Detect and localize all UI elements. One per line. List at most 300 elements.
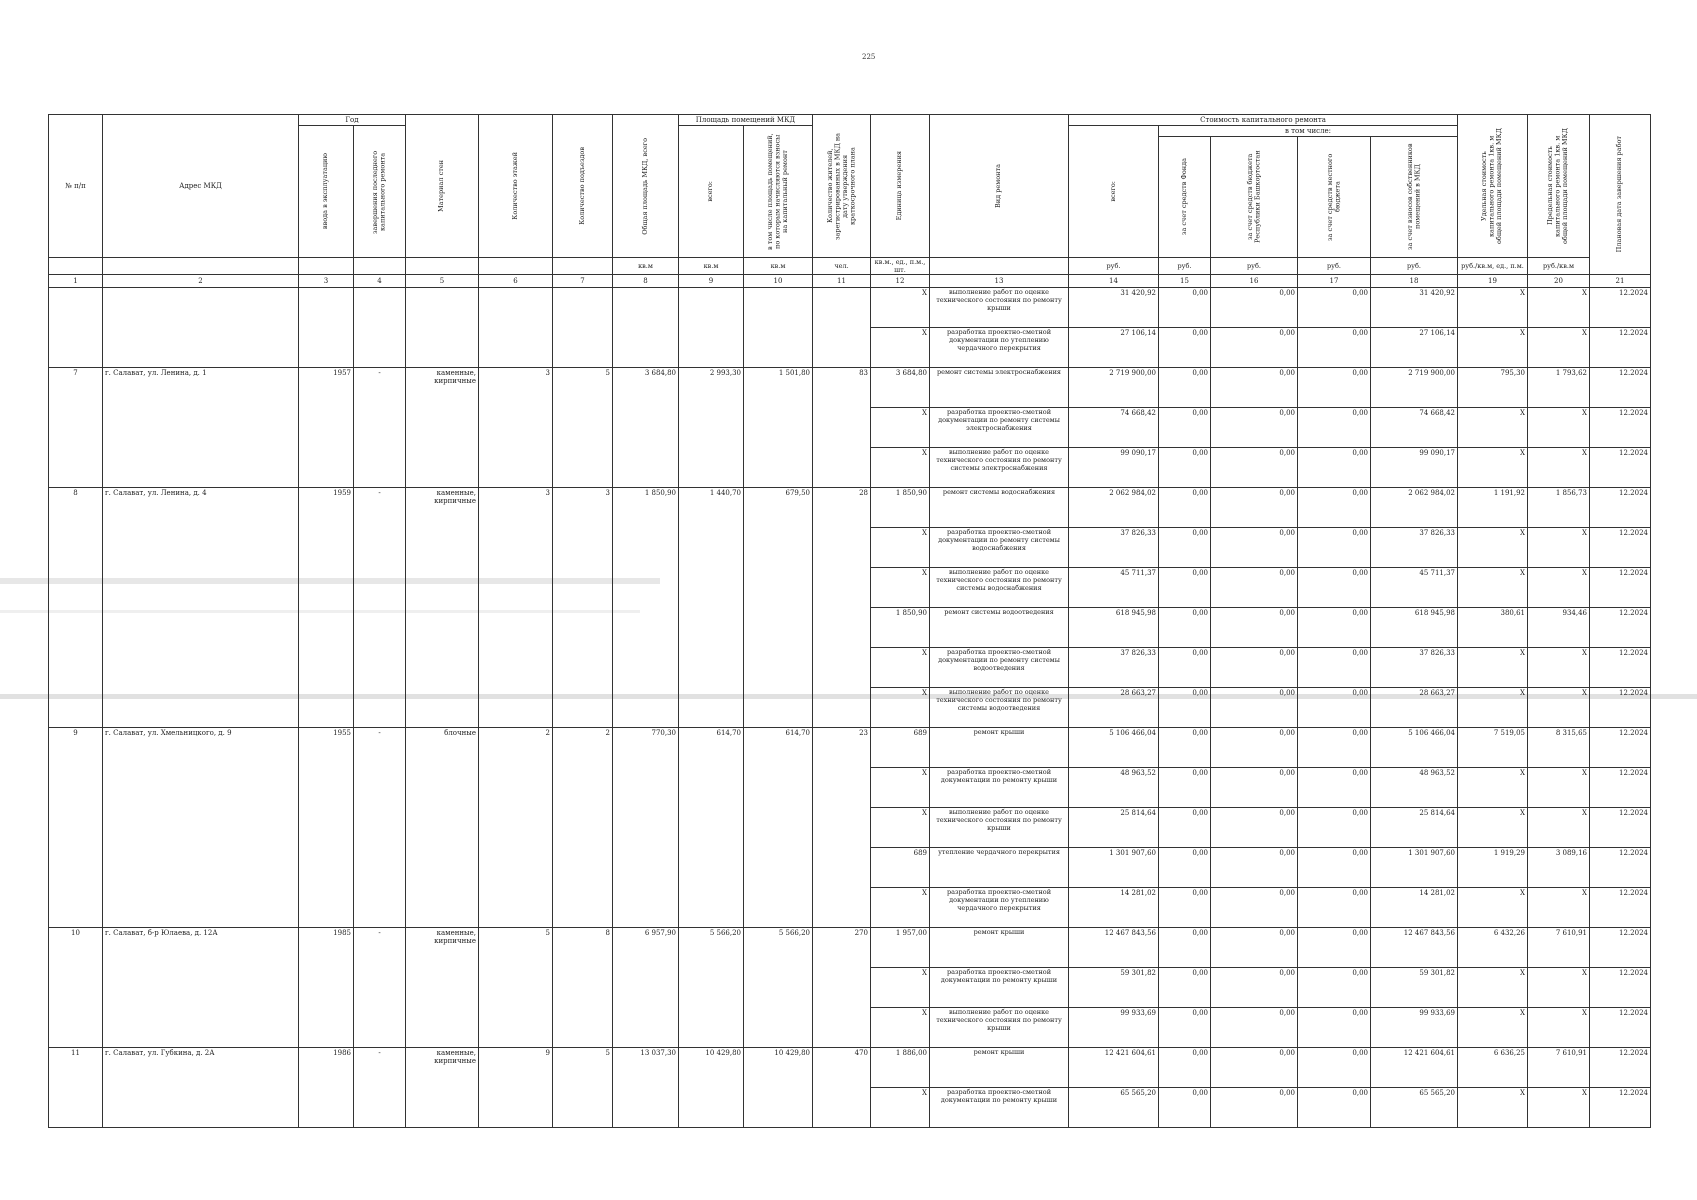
table-row (49, 488, 1651, 528)
cost-fund: 0,00 (1159, 688, 1211, 728)
unit-cost: X (1458, 528, 1528, 568)
entrance-count: 5 (553, 1048, 613, 1128)
year-built: 1986 (299, 1048, 354, 1128)
fee-area: 10 429,80 (744, 1048, 813, 1128)
max-unit-cost: X (1528, 568, 1590, 608)
cost-fund: 0,00 (1159, 1088, 1211, 1128)
cost-republic: 0,00 (1211, 768, 1298, 808)
unit-value: X (871, 288, 930, 328)
cost-total: 59 301,82 (1069, 968, 1159, 1008)
column-number: 4 (354, 275, 406, 288)
max-unit-cost: X (1528, 328, 1590, 368)
header-floors: Количество этажей (479, 115, 553, 258)
table-header (49, 115, 1651, 288)
unit-value: 1 957,00 (871, 928, 930, 968)
floor-count: 9 (479, 1048, 553, 1128)
column-number: 3 (299, 275, 354, 288)
resident-count: 270 (813, 928, 871, 1048)
cost-total: 1 301 907,60 (1069, 848, 1159, 888)
unit-cell: руб. (1069, 258, 1159, 275)
cost-local: 0,00 (1298, 768, 1371, 808)
plan-date: 12.2024 (1590, 968, 1651, 1008)
fee-area: 1 501,80 (744, 368, 813, 488)
unit-value: X (871, 688, 930, 728)
column-number: 6 (479, 275, 553, 288)
repair-type: выполнение работ по оценке технического состояния по ремонту крыши (930, 288, 1069, 328)
max-unit-cost: 7 610,91 (1528, 1048, 1590, 1088)
header-fund: за счет средств Фонда (1159, 137, 1211, 258)
plan-date: 12.2024 (1590, 1008, 1651, 1048)
header-year-built: ввода в эксплуатацию (299, 126, 354, 258)
cost-republic: 0,00 (1211, 848, 1298, 888)
header-area-fee: в том числе площадь помещений, по которым начисляются взносы на капитальный ремонт (744, 126, 813, 258)
cost-owners: 74 668,42 (1371, 408, 1458, 448)
premises-area: 2 993,30 (679, 368, 744, 488)
cost-republic: 0,00 (1211, 888, 1298, 928)
repair-type: ремонт системы водоснабжения (930, 488, 1069, 528)
cost-total: 12 421 604,61 (1069, 1048, 1159, 1088)
empty-cell (613, 288, 679, 368)
header-cost: Стоимость капитального ремонта (1069, 115, 1458, 126)
header-owners: за счет взносов собственников помещений в МКД (1371, 137, 1458, 258)
plan-date: 12.2024 (1590, 608, 1651, 648)
plan-date: 12.2024 (1590, 1048, 1651, 1088)
header-area-all: всего: (679, 126, 744, 258)
cost-republic: 0,00 (1211, 1048, 1298, 1088)
cost-owners: 12 467 843,56 (1371, 928, 1458, 968)
column-number: 11 (813, 275, 871, 288)
last-repair-year: - (354, 1048, 406, 1128)
empty-cell (354, 288, 406, 368)
cost-owners: 1 301 907,60 (1371, 848, 1458, 888)
empty-cell (553, 288, 613, 368)
repair-plan-table (48, 114, 1651, 1128)
premises-area: 10 429,80 (679, 1048, 744, 1128)
cost-owners: 27 106,14 (1371, 328, 1458, 368)
column-number: 19 (1458, 275, 1528, 288)
max-unit-cost: X (1528, 808, 1590, 848)
total-area: 13 037,30 (613, 1048, 679, 1128)
unit-cell: чел. (813, 258, 871, 275)
entrance-count: 2 (553, 728, 613, 928)
cost-total: 45 711,37 (1069, 568, 1159, 608)
premises-area: 5 566,20 (679, 928, 744, 1048)
cost-owners: 5 106 466,04 (1371, 728, 1458, 768)
cost-republic: 0,00 (1211, 808, 1298, 848)
empty-cell (479, 288, 553, 368)
unit-value: X (871, 968, 930, 1008)
cost-fund: 0,00 (1159, 488, 1211, 528)
unit-cost: X (1458, 288, 1528, 328)
total-area: 770,30 (613, 728, 679, 928)
unit-cost: X (1458, 408, 1528, 448)
cost-owners: 618 945,98 (1371, 608, 1458, 648)
cost-fund: 0,00 (1159, 408, 1211, 448)
empty-cell (744, 288, 813, 368)
cost-local: 0,00 (1298, 608, 1371, 648)
unit-cost: X (1458, 1088, 1528, 1128)
unit-cost: X (1458, 328, 1528, 368)
cost-local: 0,00 (1298, 728, 1371, 768)
cost-local: 0,00 (1298, 368, 1371, 408)
header-num: № п/п (49, 115, 103, 258)
cost-total: 48 963,52 (1069, 768, 1159, 808)
fee-area: 614,70 (744, 728, 813, 928)
cost-fund: 0,00 (1159, 448, 1211, 488)
repair-type: ремонт системы водоотведения (930, 608, 1069, 648)
cost-local: 0,00 (1298, 688, 1371, 728)
floor-count: 3 (479, 368, 553, 488)
cost-republic: 0,00 (1211, 368, 1298, 408)
unit-cost: X (1458, 808, 1528, 848)
year-built: 1985 (299, 928, 354, 1048)
column-number: 9 (679, 275, 744, 288)
unit-value: 1 850,90 (871, 488, 930, 528)
header-walls: Материал стен (406, 115, 479, 258)
cost-total: 618 945,98 (1069, 608, 1159, 648)
unit-cell: кв.м., ед., п.м., шт. (871, 258, 930, 275)
unit-value: X (871, 568, 930, 608)
cost-republic: 0,00 (1211, 568, 1298, 608)
unit-value: X (871, 808, 930, 848)
page-number: 225 (862, 53, 876, 61)
cost-owners: 31 420,92 (1371, 288, 1458, 328)
max-unit-cost: X (1528, 1088, 1590, 1128)
max-unit-cost: X (1528, 768, 1590, 808)
column-number: 5 (406, 275, 479, 288)
unit-cell: руб./кв.м (1528, 258, 1590, 275)
max-unit-cost: X (1528, 688, 1590, 728)
plan-date: 12.2024 (1590, 408, 1651, 448)
table-row (49, 368, 1651, 408)
cost-fund: 0,00 (1159, 1048, 1211, 1088)
cost-owners: 37 826,33 (1371, 648, 1458, 688)
empty-cell (103, 288, 299, 368)
max-unit-cost: 1 856,73 (1528, 488, 1590, 528)
cost-total: 31 420,92 (1069, 288, 1159, 328)
max-unit-cost: 3 089,16 (1528, 848, 1590, 888)
max-unit-cost: X (1528, 888, 1590, 928)
cost-owners: 28 663,27 (1371, 688, 1458, 728)
cost-local: 0,00 (1298, 1088, 1371, 1128)
plan-date: 12.2024 (1590, 1088, 1651, 1128)
house-address: г. Салават, ул. Ленина, д. 4 (103, 488, 299, 728)
wall-material: каменные, кирпичные (406, 1048, 479, 1128)
empty-cell (813, 288, 871, 368)
last-repair-year: - (354, 368, 406, 488)
cost-fund: 0,00 (1159, 888, 1211, 928)
cost-owners: 37 826,33 (1371, 528, 1458, 568)
cost-republic: 0,00 (1211, 928, 1298, 968)
table-row (49, 1048, 1651, 1088)
unit-value: X (871, 648, 930, 688)
repair-type: разработка проектно-сметной документации по ремонту крыши (930, 968, 1069, 1008)
cost-fund: 0,00 (1159, 768, 1211, 808)
max-unit-cost: 7 610,91 (1528, 928, 1590, 968)
cost-total: 99 933,69 (1069, 1008, 1159, 1048)
empty-cell (299, 288, 354, 368)
unit-value: X (871, 888, 930, 928)
column-number: 18 (1371, 275, 1458, 288)
header-address: Адрес МКД (103, 115, 299, 258)
repair-type: выполнение работ по оценке технического состояния по ремонту системы водоотведения (930, 688, 1069, 728)
unit-cost: X (1458, 648, 1528, 688)
unit-cost: X (1458, 688, 1528, 728)
repair-type: разработка проектно-сметной документации по утеплению чердачного перекрытия (930, 888, 1069, 928)
floor-count: 2 (479, 728, 553, 928)
cost-local: 0,00 (1298, 448, 1371, 488)
unit-value: X (871, 528, 930, 568)
unit-cost: X (1458, 768, 1528, 808)
column-number: 20 (1528, 275, 1590, 288)
unit-cell: кв.м (679, 258, 744, 275)
unit-cost: X (1458, 448, 1528, 488)
unit-cell: руб. (1159, 258, 1211, 275)
cost-local: 0,00 (1298, 288, 1371, 328)
table-row (49, 928, 1651, 968)
column-number: 2 (103, 275, 299, 288)
entrance-count: 5 (553, 368, 613, 488)
plan-date: 12.2024 (1590, 528, 1651, 568)
table-body (49, 288, 1651, 1128)
cost-fund: 0,00 (1159, 808, 1211, 848)
cost-fund: 0,00 (1159, 1008, 1211, 1048)
year-built: 1957 (299, 368, 354, 488)
header-residents: Количество жителей, зарегистрированных в МКД на дату утверждения краткосрочного плана (813, 115, 871, 258)
unit-cell: кв.м (613, 258, 679, 275)
empty-cell (679, 288, 744, 368)
cost-local: 0,00 (1298, 568, 1371, 608)
max-unit-cost: X (1528, 648, 1590, 688)
unit-cell: кв.м (744, 258, 813, 275)
house-number: 11 (49, 1048, 103, 1128)
last-repair-year: - (354, 928, 406, 1048)
resident-count: 470 (813, 1048, 871, 1128)
max-unit-cost: X (1528, 968, 1590, 1008)
column-number: 10 (744, 275, 813, 288)
unit-value: X (871, 408, 930, 448)
wall-material: блочные (406, 728, 479, 928)
max-unit-cost: 1 793,62 (1528, 368, 1590, 408)
cost-local: 0,00 (1298, 808, 1371, 848)
cost-local: 0,00 (1298, 968, 1371, 1008)
max-unit-cost: X (1528, 448, 1590, 488)
cost-republic: 0,00 (1211, 728, 1298, 768)
total-area: 1 850,90 (613, 488, 679, 728)
repair-type: разработка проектно-сметной документации по ремонту системы водоотведения (930, 648, 1069, 688)
cost-republic: 0,00 (1211, 648, 1298, 688)
plan-date: 12.2024 (1590, 328, 1651, 368)
plan-date: 12.2024 (1590, 688, 1651, 728)
cost-owners: 12 421 604,61 (1371, 1048, 1458, 1088)
column-number: 14 (1069, 275, 1159, 288)
cost-owners: 99 090,17 (1371, 448, 1458, 488)
fee-area: 5 566,20 (744, 928, 813, 1048)
unit-value: 1 886,00 (871, 1048, 930, 1088)
cost-total: 25 814,64 (1069, 808, 1159, 848)
header-total-area: Общая площадь МКД, всего (613, 115, 679, 258)
header-entrances: Количество подъездов (553, 115, 613, 258)
unit-cell: руб. (1298, 258, 1371, 275)
resident-count: 28 (813, 488, 871, 728)
wall-material: каменные, кирпичные (406, 368, 479, 488)
cost-fund: 0,00 (1159, 528, 1211, 568)
units-row (49, 258, 1651, 275)
cost-fund: 0,00 (1159, 848, 1211, 888)
cost-fund: 0,00 (1159, 288, 1211, 328)
column-number: 12 (871, 275, 930, 288)
fee-area: 679,50 (744, 488, 813, 728)
repair-type: выполнение работ по оценке технического состояния по ремонту крыши (930, 808, 1069, 848)
unit-cost: 6 636,25 (1458, 1048, 1528, 1088)
cost-owners: 14 281,02 (1371, 888, 1458, 928)
floor-count: 3 (479, 488, 553, 728)
cost-republic: 0,00 (1211, 608, 1298, 648)
header-unit-cost: Удельная стоимость капитального ремонта 1кв. м общей площади помещений МКД (1458, 115, 1528, 258)
unit-cost: X (1458, 888, 1528, 928)
cost-local: 0,00 (1298, 528, 1371, 568)
resident-count: 23 (813, 728, 871, 928)
column-numbers-row (49, 275, 1651, 288)
year-built: 1959 (299, 488, 354, 728)
repair-type: выполнение работ по оценке технического состояния по ремонту крыши (930, 1008, 1069, 1048)
plan-date: 12.2024 (1590, 648, 1651, 688)
cost-total: 65 565,20 (1069, 1088, 1159, 1128)
header-plan-date: Плановая дата завершения работ (1590, 115, 1651, 275)
cost-local: 0,00 (1298, 1048, 1371, 1088)
unit-value: X (871, 328, 930, 368)
cost-local: 0,00 (1298, 928, 1371, 968)
unit-value: X (871, 448, 930, 488)
unit-cost: X (1458, 568, 1528, 608)
house-address: г. Салават, ул. Хмельницкого, д. 9 (103, 728, 299, 928)
cost-fund: 0,00 (1159, 368, 1211, 408)
premises-area: 614,70 (679, 728, 744, 928)
unit-cost: X (1458, 968, 1528, 1008)
cost-total: 37 826,33 (1069, 528, 1159, 568)
cost-local: 0,00 (1298, 408, 1371, 448)
house-address: г. Салават, ул. Ленина, д. 1 (103, 368, 299, 488)
total-area: 6 957,90 (613, 928, 679, 1048)
unit-cell: руб./кв.м, ед., п.м. (1458, 258, 1528, 275)
unit-cost: 795,30 (1458, 368, 1528, 408)
repair-type: разработка проектно-сметной документации по ремонту системы электроснабжения (930, 408, 1069, 448)
repair-type: разработка проектно-сметной документации по утеплению чердачного перекрытия (930, 328, 1069, 368)
cost-republic: 0,00 (1211, 448, 1298, 488)
resident-count: 83 (813, 368, 871, 488)
max-unit-cost: X (1528, 1008, 1590, 1048)
unit-cost: 1 191,92 (1458, 488, 1528, 528)
plan-date: 12.2024 (1590, 568, 1651, 608)
unit-cell: руб. (1211, 258, 1298, 275)
wall-material: каменные, кирпичные (406, 488, 479, 728)
cost-total: 2 062 984,02 (1069, 488, 1159, 528)
cost-local: 0,00 (1298, 1008, 1371, 1048)
entrance-count: 8 (553, 928, 613, 1048)
cost-fund: 0,00 (1159, 568, 1211, 608)
header-republic-budget: за счет средств бюджета Республики Башкортостан (1211, 137, 1298, 258)
cost-owners: 2 719 900,00 (1371, 368, 1458, 408)
cost-owners: 59 301,82 (1371, 968, 1458, 1008)
cost-local: 0,00 (1298, 888, 1371, 928)
max-unit-cost: X (1528, 288, 1590, 328)
max-unit-cost: X (1528, 528, 1590, 568)
header-premises-area: Площадь помещений МКД (679, 115, 813, 126)
header-repair-type: Вид ремонта (930, 115, 1069, 258)
cost-republic: 0,00 (1211, 488, 1298, 528)
cost-total: 27 106,14 (1069, 328, 1159, 368)
header-unit: Единица измерения (871, 115, 930, 258)
cost-owners: 48 963,52 (1371, 768, 1458, 808)
cost-republic: 0,00 (1211, 1008, 1298, 1048)
plan-date: 12.2024 (1590, 448, 1651, 488)
cost-local: 0,00 (1298, 488, 1371, 528)
house-number: 9 (49, 728, 103, 928)
cost-total: 74 668,42 (1069, 408, 1159, 448)
unit-value: 3 684,80 (871, 368, 930, 408)
entrance-count: 3 (553, 488, 613, 728)
house-address: г. Салават, ул. Губкина, д. 2А (103, 1048, 299, 1128)
unit-value: 1 850,90 (871, 608, 930, 648)
plan-date: 12.2024 (1590, 368, 1651, 408)
repair-type: ремонт системы электроснабжения (930, 368, 1069, 408)
header-year: Год (299, 115, 406, 126)
cost-owners: 45 711,37 (1371, 568, 1458, 608)
plan-date: 12.2024 (1590, 808, 1651, 848)
year-built: 1955 (299, 728, 354, 928)
cost-total: 28 663,27 (1069, 688, 1159, 728)
empty-cell (49, 288, 103, 368)
cost-republic: 0,00 (1211, 1088, 1298, 1128)
empty-cell (406, 288, 479, 368)
column-number: 13 (930, 275, 1069, 288)
cost-local: 0,00 (1298, 648, 1371, 688)
cost-fund: 0,00 (1159, 728, 1211, 768)
unit-cost: 7 519,05 (1458, 728, 1528, 768)
cost-owners: 99 933,69 (1371, 1008, 1458, 1048)
plan-date: 12.2024 (1590, 488, 1651, 528)
cost-fund: 0,00 (1159, 648, 1211, 688)
unit-cost: 6 432,26 (1458, 928, 1528, 968)
plan-date: 12.2024 (1590, 768, 1651, 808)
header-cost-total: всего: (1069, 126, 1159, 258)
column-number: 16 (1211, 275, 1298, 288)
max-unit-cost: 8 315,65 (1528, 728, 1590, 768)
max-unit-cost: 934,46 (1528, 608, 1590, 648)
last-repair-year: - (354, 728, 406, 928)
repair-type: разработка проектно-сметной документации по ремонту системы водоснабжения (930, 528, 1069, 568)
cost-local: 0,00 (1298, 848, 1371, 888)
column-number: 15 (1159, 275, 1211, 288)
repair-type: ремонт крыши (930, 928, 1069, 968)
unit-value: X (871, 768, 930, 808)
house-number: 8 (49, 488, 103, 728)
repair-type: ремонт крыши (930, 728, 1069, 768)
total-area: 3 684,80 (613, 368, 679, 488)
table-row (49, 288, 1651, 328)
repair-type: утепление чердачного перекрытия (930, 848, 1069, 888)
max-unit-cost: X (1528, 408, 1590, 448)
cost-total: 14 281,02 (1069, 888, 1159, 928)
plan-date: 12.2024 (1590, 848, 1651, 888)
cost-total: 12 467 843,56 (1069, 928, 1159, 968)
column-number: 1 (49, 275, 103, 288)
column-number: 17 (1298, 275, 1371, 288)
cost-republic: 0,00 (1211, 328, 1298, 368)
header-max-cost: Предельная стоимость капитального ремонта 1кв. м общей площади помещений МКД (1528, 115, 1590, 258)
last-repair-year: - (354, 488, 406, 728)
cost-total: 2 719 900,00 (1069, 368, 1159, 408)
